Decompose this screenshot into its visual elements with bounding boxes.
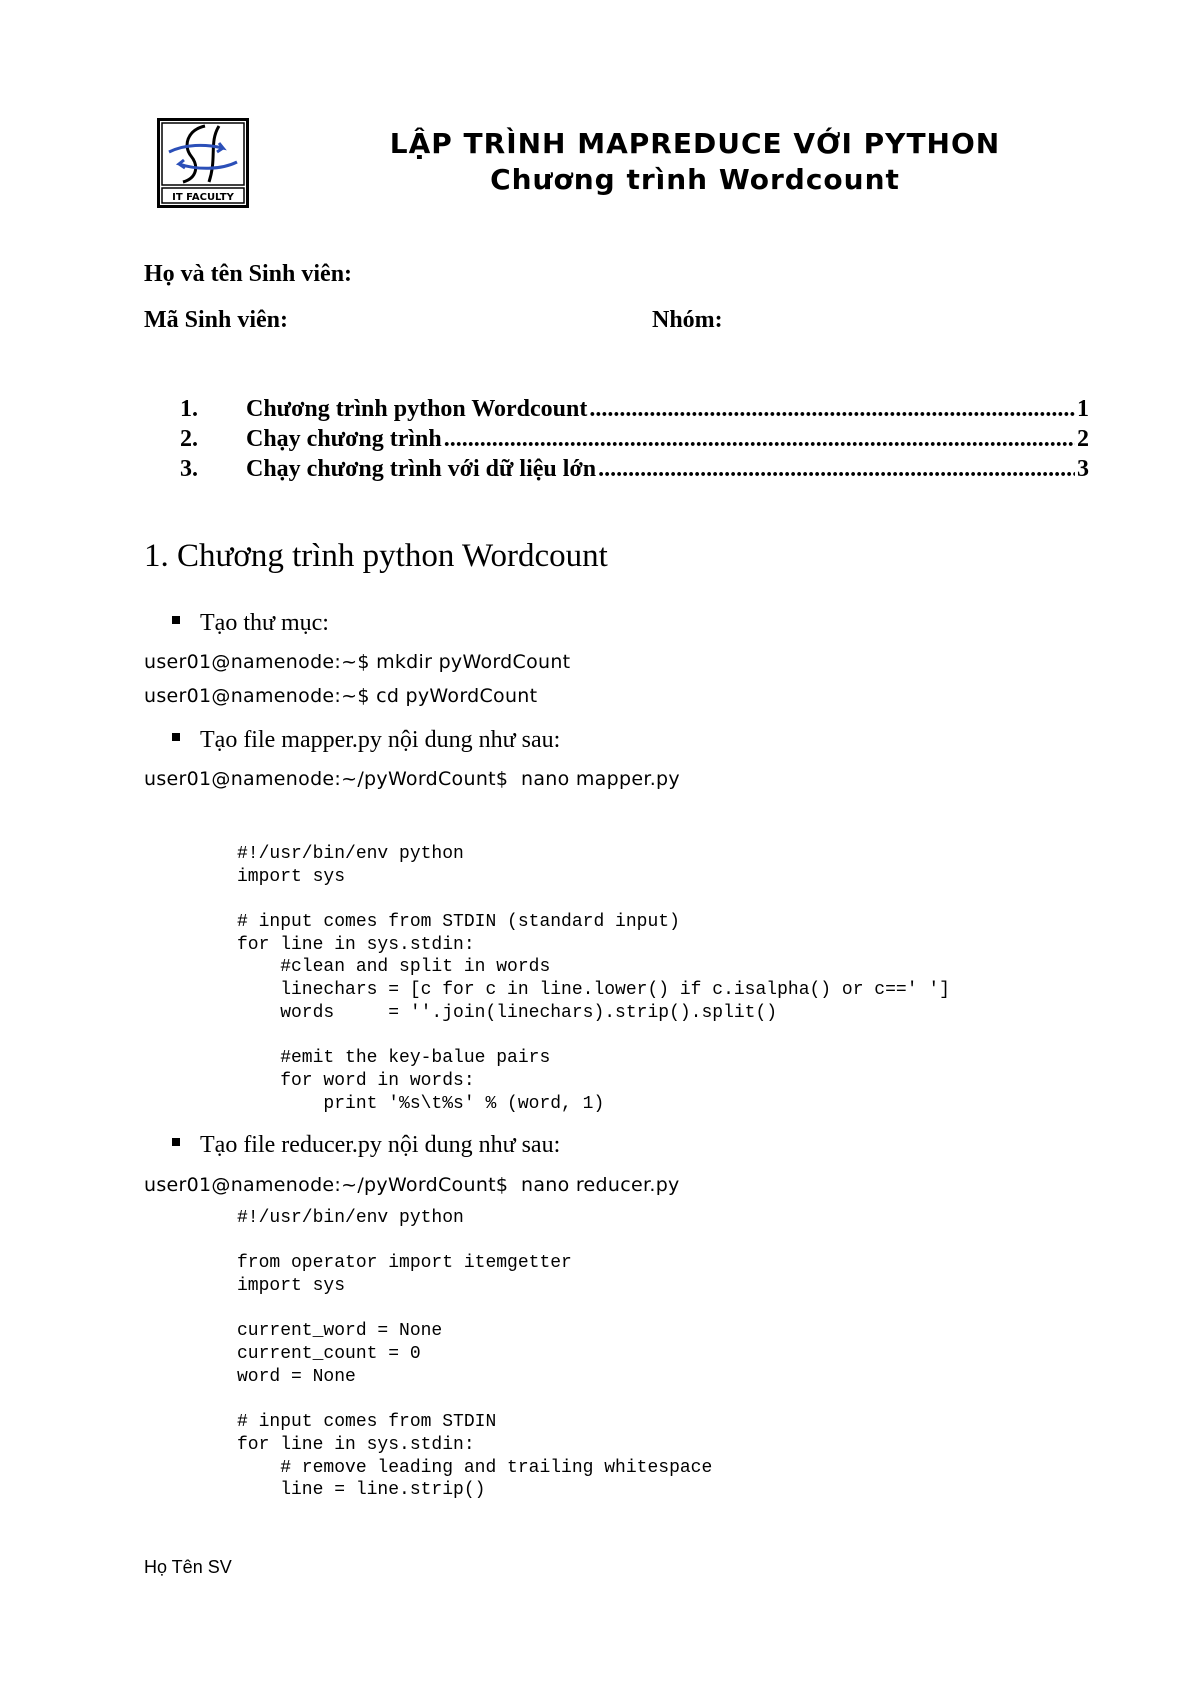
bullet-text: Tạo file mapper.py nội dung như sau: <box>200 727 561 753</box>
section-heading: 1. Chương trình python Wordcount <box>144 538 608 574</box>
student-id-label: Mã Sinh viên: <box>144 307 289 333</box>
code-line <box>237 1230 712 1253</box>
bullet-icon <box>172 616 180 624</box>
code-line: for line in sys.stdin: <box>237 934 475 955</box>
toc-entry-page: 1 <box>1077 396 1089 422</box>
code-line: # input comes from STDIN (standard input) <box>237 912 680 933</box>
bullet-text: Tạo thư mục: <box>200 610 329 636</box>
toc-entry[interactable] <box>144 396 1089 426</box>
code-line: import sys <box>237 866 346 887</box>
code-line <box>237 1025 950 1048</box>
toc-entry-label: Chạy chương trình với dữ liệu lớn <box>246 456 597 482</box>
document-title-block <box>340 126 1050 198</box>
code-line: # input comes from STDIN <box>237 1412 497 1433</box>
command-cd: user01@namenode:~$ cd pyWordCount <box>144 685 538 707</box>
code-line: word = None <box>237 1366 356 1387</box>
logo-label: IT FACULTY <box>172 192 234 203</box>
faculty-logo-icon <box>157 118 249 208</box>
toc-leader <box>444 426 1075 453</box>
code-line: import sys <box>237 1276 346 1297</box>
code-line: current_word = None <box>237 1321 443 1342</box>
command-nano-reducer: user01@namenode:~/pyWordCount$ nano reducer.py <box>144 1174 680 1196</box>
bullet-icon <box>172 1138 180 1146</box>
code-line: #emit the key-balue pairs <box>237 1048 551 1069</box>
toc-entry[interactable] <box>144 426 1089 456</box>
code-line <box>237 1298 712 1321</box>
command-mkdir: user01@namenode:~$ mkdir pyWordCount <box>144 651 571 673</box>
code-line: #!/usr/bin/env python <box>237 844 464 864</box>
code-line: print '%s\t%s' % (word, 1) <box>237 1093 605 1114</box>
code-line: words = ''.join(linechars).strip().split() <box>237 1002 778 1023</box>
toc-entry-number: 2. <box>180 426 198 452</box>
bullet-create-reducer <box>172 1132 560 1159</box>
mapper-code-block <box>237 843 950 1115</box>
code-line <box>237 1389 712 1412</box>
toc-entry-number: 3. <box>180 456 198 482</box>
toc-leader <box>598 456 1075 483</box>
code-line: current_count = 0 <box>237 1344 421 1365</box>
toc-entry[interactable] <box>144 456 1089 486</box>
toc-entry-label: Chạy chương trình <box>246 426 442 452</box>
code-line: linechars = [c for c in line.lower() if c.isalpha() or c==' '] <box>237 980 950 1001</box>
toc-entry-page: 2 <box>1077 426 1089 452</box>
toc-leader <box>589 396 1075 423</box>
code-line: line = line.strip() <box>237 1480 486 1501</box>
code-line: #!/usr/bin/env python <box>237 1208 464 1228</box>
code-line: #clean and split in words <box>237 957 551 978</box>
reducer-code-block <box>237 1207 712 1502</box>
command-nano-mapper: user01@namenode:~/pyWordCount$ nano mapper.py <box>144 768 680 790</box>
bullet-icon <box>172 733 180 741</box>
bullet-create-directory <box>172 610 329 637</box>
group-label: Nhóm: <box>652 307 723 333</box>
document-title: LẬP TRÌNH MAPREDUCE VỚI PYTHON <box>389 127 1001 160</box>
faculty-logo <box>157 118 249 208</box>
bullet-text: Tạo file reducer.py nội dung như sau: <box>200 1132 561 1158</box>
toc-entry-label: Chương trình python Wordcount <box>246 396 588 422</box>
toc-entry-page: 3 <box>1077 456 1089 482</box>
document-subtitle: Chương trình Wordcount <box>490 163 900 196</box>
page-footer: Họ Tên SV <box>144 1557 232 1577</box>
toc-entry-number: 1. <box>180 396 198 422</box>
code-line: # remove leading and trailing whitespace <box>237 1457 713 1478</box>
code-line: from operator import itemgetter <box>237 1253 572 1274</box>
code-line <box>237 888 950 911</box>
code-line: for line in sys.stdin: <box>237 1434 475 1455</box>
bullet-create-mapper <box>172 727 560 754</box>
code-line: for word in words: <box>237 1070 475 1091</box>
table-of-contents <box>144 396 1089 486</box>
student-name-label: Họ và tên Sinh viên: <box>144 261 353 287</box>
